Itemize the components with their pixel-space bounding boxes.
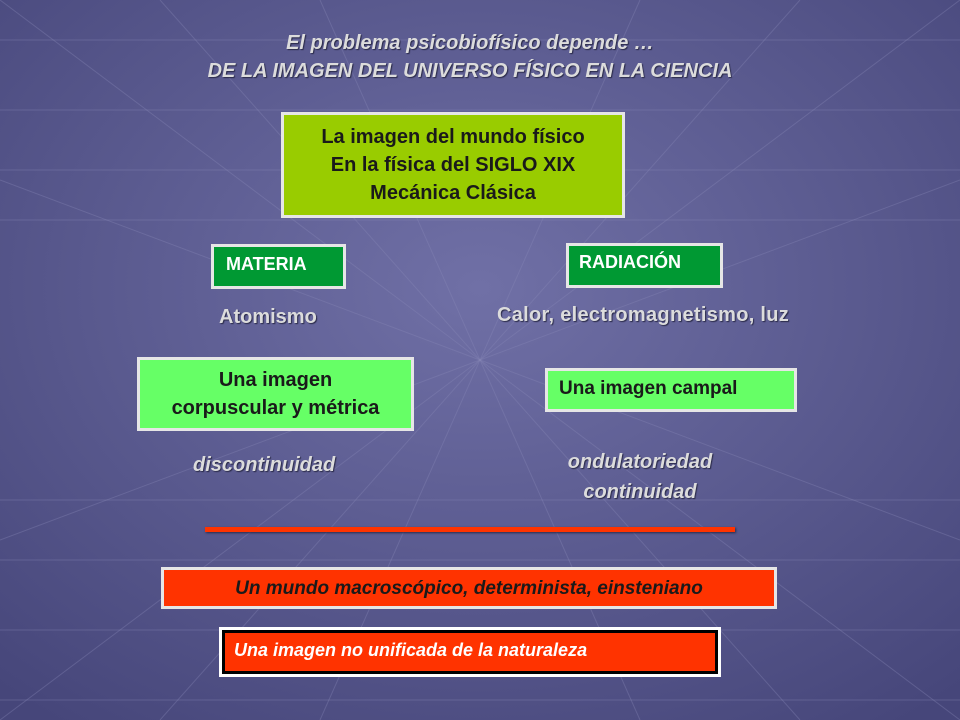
physics-19th-century-box [281,112,625,218]
title-line-1: El problema psicobiofísico depende … [286,32,654,54]
ondulatoriedad-label: ondulatoriedad [567,451,713,473]
title-line-2: DE LA IMAGEN DEL UNIVERSO FÍSICO EN LA CIENCIA [207,60,733,82]
conclusion-box-2: Una imagen no unificada de la naturaleza [219,627,721,677]
conclusion-box-1: Un mundo macroscópico, determinista, einsteniano [161,567,777,609]
discontinuidad-label: discontinuidad [193,454,336,476]
radiation-caption: Calor, electromagnetismo, luz [497,304,790,326]
atomismo-caption: Atomismo [219,306,317,328]
red-divider-line [205,527,735,532]
corpuscular-line-2: corpuscular y métrica [171,397,380,419]
physics-box-line-3: Mecánica Clásica [370,182,536,204]
corpuscular-line-1: Una imagen [218,369,333,391]
continuidad-label: continuidad [583,481,697,503]
corpuscular-image-box [137,357,414,431]
campal-image-box: Una imagen campal [545,368,797,412]
radiacion-box: RADIACIÓN [566,243,723,288]
materia-box: MATERIA [211,244,346,289]
physics-box-line-2: En la física del SIGLO XIX [330,154,576,176]
physics-box-line-1: La imagen del mundo físico [321,126,585,148]
